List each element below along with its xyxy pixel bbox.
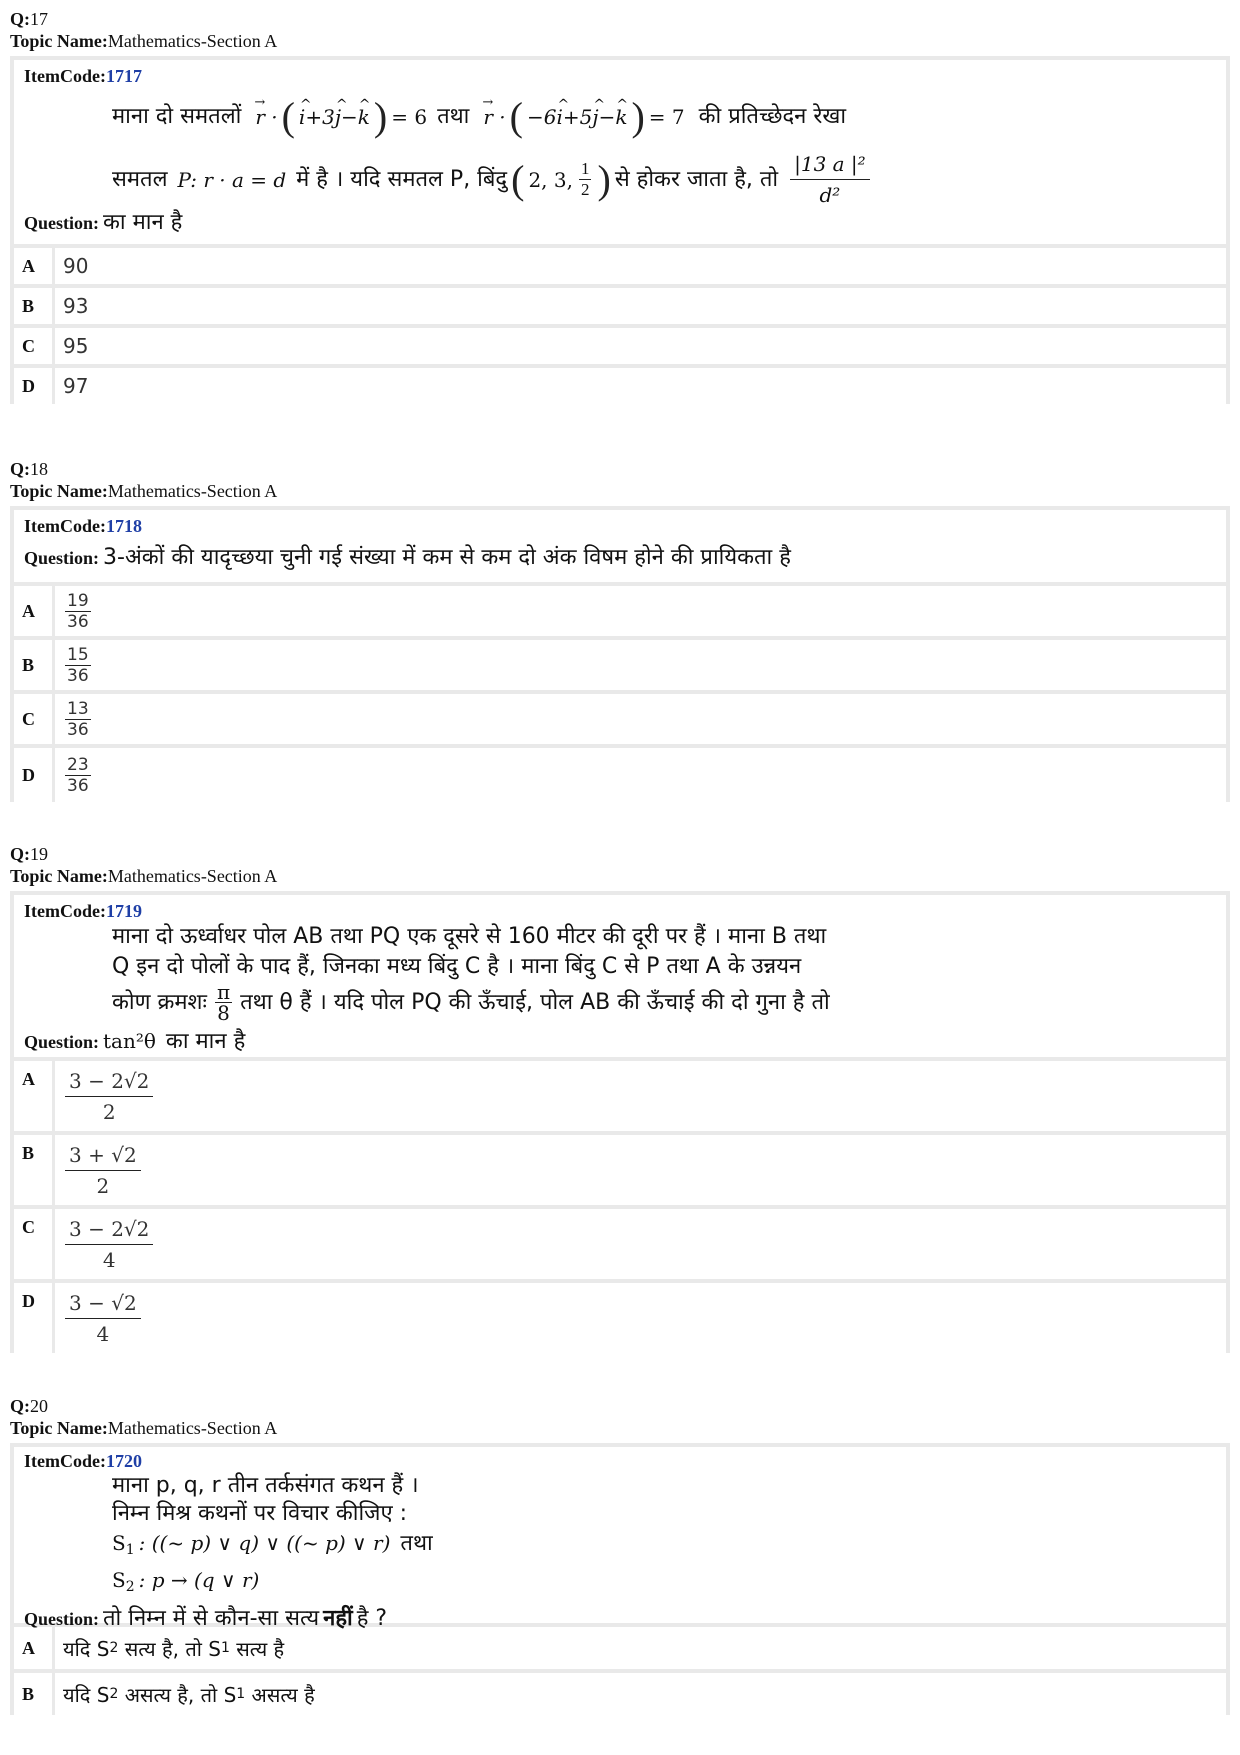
- stem-line-1: माना p, q, r तीन तर्कसंगत कथन हैं ।: [112, 1473, 419, 1498]
- stem-line-1: माना दो ऊर्ध्वाधर पोल AB तथा PQ एक दूसरे से 160 मीटर की दूरी पर हैं । माना B तथा: [112, 924, 827, 949]
- option-b[interactable]: B यदि S 2 असत्य है, तो S 1 असत्य है: [14, 1673, 1226, 1715]
- option-b[interactable]: B 93: [14, 288, 1226, 324]
- option-d[interactable]: D $\frac{3 - √2}{4}$: [14, 1283, 1226, 1353]
- question-line: Question: का मान है: [24, 210, 183, 235]
- topic-name: Topic Name:Mathematics-Section A: [10, 481, 278, 501]
- option-a[interactable]: A 90: [14, 248, 1226, 284]
- item-code: ItemCode:1720: [24, 1451, 142, 1471]
- question-line: Question: तो निम्न में से कौन-सा सत्य नहीं है ?: [24, 1606, 388, 1631]
- question-number: Q:17: [10, 9, 48, 29]
- question-card: [10, 56, 1230, 404]
- question-number: Q:18: [10, 459, 48, 479]
- plane-equation: P: r · a = d: [177, 167, 287, 192]
- stem-line-2: Q इन दो पोलों के पाद हैं, जिनका मध्य बिंदु C है । माना बिंदु C से P तथा A के उन्नयन: [112, 954, 802, 979]
- statement-s2: S2 : p → (q ∨ r): [112, 1568, 260, 1595]
- option-a[interactable]: A $\frac{3 - 2√2}{2}$: [14, 1061, 1226, 1131]
- stem-fraction: $\frac{\text{|13 a |²}}{\text{d²}}$: [788, 149, 872, 210]
- question-card: [10, 891, 1230, 1353]
- topic-name: Topic Name:Mathematics-Section A: [10, 866, 278, 886]
- item-code: ItemCode:1717: [24, 66, 142, 86]
- option-a[interactable]: A $\frac{19}{36}$: [14, 586, 1226, 636]
- stem-line-3: कोण क्रमशः $\frac{\pi}{8}$ तथा θ हैं । यदि पोल PQ की ऊँचाई, पोल AB की ऊँचाई की दो गुना है तो: [112, 980, 830, 1025]
- question-block-17: [10, 8, 1230, 408]
- option-d[interactable]: D $\frac{23}{36}$: [14, 748, 1226, 802]
- question-stem: [14, 60, 1226, 244]
- question-block-19: [10, 843, 1230, 1357]
- question-number: Q:20: [10, 1396, 48, 1416]
- topic-name: Topic Name:Mathematics-Section A: [10, 31, 278, 51]
- question-stem: [14, 510, 1226, 582]
- option-b[interactable]: B $\frac{15}{36}$: [14, 640, 1226, 690]
- option-c[interactable]: C 95: [14, 328, 1226, 364]
- question-card: [10, 1443, 1230, 1715]
- option-a[interactable]: A यदि S 2 सत्य है, तो S 1 सत्य है: [14, 1627, 1226, 1669]
- question-stem: [14, 1447, 1226, 1631]
- question-number: Q:19: [10, 844, 48, 864]
- question-card: [10, 506, 1230, 802]
- question-stem: [14, 895, 1226, 1057]
- topic-name: Topic Name:Mathematics-Section A: [10, 1418, 278, 1438]
- question-block-18: [10, 458, 1230, 806]
- item-code: ItemCode:1719: [24, 901, 142, 921]
- option-d[interactable]: D 97: [14, 368, 1226, 404]
- item-code: ItemCode:1718: [24, 516, 142, 536]
- question-line: Question: 3-अंकों की यादृच्छया चुनी गई संख्या में कम से कम दो अंक विषम होने की प्रायिकता है: [24, 545, 791, 570]
- stem-line-2: समतल P: r · a = d में है । यदि समतल P, बिंदु ( 2, 3, $\frac{1}{2}$ ) से होकर जाता है, तो $\frac{\text{|13 a |²}}{\text{d²}}$: [112, 149, 1216, 210]
- option-b[interactable]: B $\frac{3 + √2}{2}$: [14, 1135, 1226, 1205]
- question-block-20: [10, 1395, 1230, 1719]
- stem-line-2: निम्न मिश्र कथनों पर विचार कीजिए :: [112, 1501, 408, 1526]
- question-line: Question: tan²θ का मान है: [24, 1029, 246, 1054]
- option-c[interactable]: C $\frac{13}{36}$: [14, 694, 1226, 744]
- statement-s1: S1 : ((~ p) ∨ q) ∨ ((~ p) ∨ r) तथा: [112, 1531, 433, 1558]
- stem-line-1: माना दो समतलों → r · ( ^ i+3^ j−^ k ) = 6 तथा → r · ( −6^ i+5^ j−^ k ) = 7 की प्रतिच्छेदन रेखा: [112, 89, 1216, 145]
- option-c[interactable]: C $\frac{3 - 2√2}{4}$: [14, 1209, 1226, 1279]
